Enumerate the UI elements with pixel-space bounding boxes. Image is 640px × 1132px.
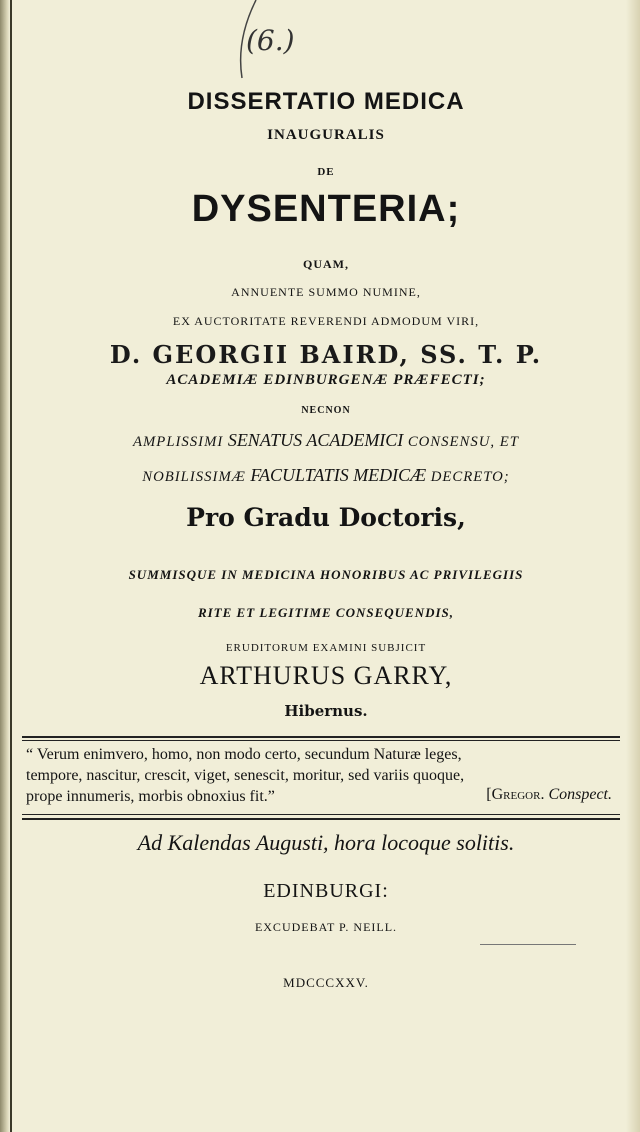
top-rule-thin [22,740,620,741]
short-rule [480,944,576,945]
senatus-pre: AMPLISSIMI [133,434,224,450]
quote-source-work: Conspect. [548,786,612,803]
rite-line: RITE ET LEGITIME CONSEQUENDIS, [197,605,455,620]
senatus-line [12,430,640,451]
author-name: ARTHURUS GARRY, [199,661,453,690]
senatus-post: CONSENSU, ET [407,434,519,450]
bottom-rule [22,818,620,820]
handwritten-shelfmark [226,0,296,80]
facultatis-pre: NOBILISSIMÆ [142,469,246,485]
quote-line-1: “ Verum enimvero, homo, non modo certo, secundum Naturæ leges, [26,746,462,763]
quote-source-bracket: [ [486,786,492,803]
summisque-line: SUMMISQUE IN MEDICINA HONORIBUS AC PRIVILEGIIS [128,567,524,582]
shelfmark-text: (6.) [246,24,295,57]
quam-line: QUAM, [303,257,349,271]
main-title: DYSENTERIA; [191,188,461,230]
place-line: EDINBURGI: [263,880,389,902]
necnon-line: NECNON [301,405,351,416]
quote-line-2: tempore, nascitur, crescit, viget, senescit, moritur, sed variis quoque, [26,767,465,784]
title-line-1: DISSERTATIO MEDICA [187,88,465,115]
date-line: Ad Kalendas Augusti, hora locoque solitis. [137,830,515,855]
year-line: MDCCCXXV. [283,975,369,990]
bottom-rule-thin [22,814,620,815]
title-line-2: INAUGURALIS [267,127,385,143]
author-nationality: Hibernus. [284,702,368,720]
facultatis-line [12,465,640,486]
auctoritate-line: EX AUCTORITATE REVERENDI ADMODUM VIRI, [172,314,480,328]
page-binding-edge [0,0,10,1132]
senatus-main: SENATUS ACADEMICI [227,430,404,450]
facultatis-main: FACULTATIS MEDICÆ [250,465,427,485]
eruditorum-line: ERUDITORUM EXAMINI SUBJICIT [225,642,427,654]
rector-name: D. GEORGII BAIRD, SS. T. P. [109,340,543,369]
printer-line: EXCUDEBAT P. NEILL. [254,920,398,934]
pro-gradu-line: Pro Gradu Doctoris, [186,503,466,532]
top-rule [22,736,620,738]
academiae-line: ACADEMIÆ EDINBURGENÆ PRÆFECTI; [166,372,486,388]
annuente-line: ANNUENTE SUMMO NUMINE, [231,285,421,299]
quote-source [486,786,612,804]
title-de: DE [317,166,335,178]
quote-line-3: prope innumeris, morbis obnoxius fit.” [26,788,275,805]
quote-source-author: Gregor. [491,786,545,803]
facultatis-post: DECRETO; [430,469,510,485]
